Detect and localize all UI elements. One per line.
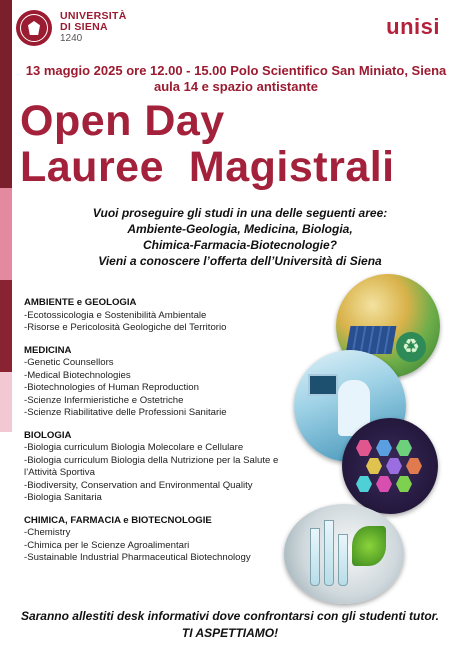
course-item: -Risorse e Pericolosità Geologiche del Territorio <box>24 322 227 333</box>
section-ambiente <box>24 297 314 335</box>
section-title: CHIMICA, FARMACIA e BIOTECNOLOGIE <box>24 514 212 526</box>
section-title: MEDICINA <box>24 344 72 356</box>
section-title: AMBIENTE e GEOLOGIA <box>24 297 137 308</box>
course-item: -Genetic Counsellors <box>24 357 114 368</box>
course-item: -Chemistry <box>24 527 71 538</box>
course-item: -Chimica per le Scienze Agroalimentari <box>24 539 190 551</box>
cell-hex <box>356 476 372 492</box>
intro-line-3: Chimica-Farmacia-Biotecnologie? <box>142 238 338 252</box>
sidebar-stripe-dark <box>0 0 12 188</box>
course-item: -Sustainable Industrial Pharmaceutical Biotechnology <box>24 552 251 563</box>
course-item: -Biologia curriculum Biologia della Nutrizione per la Salute e l’Attività Sportiva <box>24 454 279 478</box>
cell-hex <box>376 476 392 492</box>
title-line-2: Lauree Magistrali <box>20 143 395 191</box>
test-tube-icon <box>324 520 334 586</box>
cell-hex <box>396 476 412 492</box>
cell-hex <box>376 440 392 456</box>
course-item: -Biologia curriculum Biologia Molecolare e Cellulare <box>24 442 244 453</box>
test-tube-icon <box>310 528 320 586</box>
course-item: -Medical Biotechnologies <box>24 369 131 381</box>
section-biologia <box>24 430 314 505</box>
photo-collage <box>280 268 460 608</box>
cell-hex <box>396 440 412 456</box>
intro-line-1: Vuoi proseguire gli studi in una delle seguenti aree: <box>92 206 388 220</box>
plant-icon <box>352 526 386 566</box>
logo-line-1: UNIVERSITÀ <box>60 10 127 23</box>
biology-photo <box>342 418 438 514</box>
section-medicina <box>24 345 314 420</box>
course-item: -Biologia Sanitaria <box>24 492 102 503</box>
logo-line-2: DI SIENA <box>60 21 108 34</box>
footer-note <box>4 608 456 642</box>
dateline-main: 13 maggio 2025 ore 12.00 - 15.00 Polo Scientifico San Miniato, Siena <box>25 63 447 78</box>
test-tube-icon <box>338 534 348 586</box>
footer-line-1: Saranno allestiti desk informativi dove confrontarsi con gli studenti tutor. <box>20 609 440 623</box>
cell-hex <box>356 440 372 456</box>
intro-block <box>20 205 460 269</box>
title-line-1: Open Day <box>20 97 225 145</box>
footer-line-2: TI ASPETTIAMO! <box>181 626 279 640</box>
monitor-icon <box>308 374 338 396</box>
course-list <box>24 297 314 575</box>
cell-hex <box>406 458 422 474</box>
course-item: -Biotechnologies of Human Reproduction <box>24 382 199 393</box>
dateline-venue: aula 14 e spazio antistante <box>153 79 318 94</box>
chemistry-photo <box>284 504 404 604</box>
sidebar-stripe-dark-2 <box>0 280 12 372</box>
section-title: BIOLOGIA <box>24 429 72 441</box>
course-item: -Ecotossicologia e Sostenibilità Ambientale <box>24 309 207 321</box>
section-chimica <box>24 515 314 565</box>
university-logo[interactable] <box>16 10 127 46</box>
sidebar-stripe-pink <box>0 188 12 280</box>
cell-hex <box>386 458 402 474</box>
cell-hex <box>366 458 382 474</box>
page-title <box>20 98 395 190</box>
brand-wordmark[interactable]: unisi <box>386 14 440 39</box>
course-item: -Biodiversity, Conservation and Environmental Quality <box>24 479 253 491</box>
university-seal-icon <box>16 10 52 46</box>
logo-year: 1240 <box>60 33 83 45</box>
event-dateline <box>16 63 456 95</box>
recycle-icon: ♻ <box>396 332 426 362</box>
course-item: -Scienze Riabilitative delle Professioni Sanitarie <box>24 407 227 418</box>
sidebar-stripe-light <box>0 372 12 432</box>
course-item: -Scienze Infermieristiche e Ostetriche <box>24 394 184 406</box>
intro-line-4: Vieni a conoscere l’offerta dell’Università di Siena <box>98 254 382 268</box>
intro-line-2: Ambiente-Geologia, Medicina, Biologia, <box>127 222 353 236</box>
